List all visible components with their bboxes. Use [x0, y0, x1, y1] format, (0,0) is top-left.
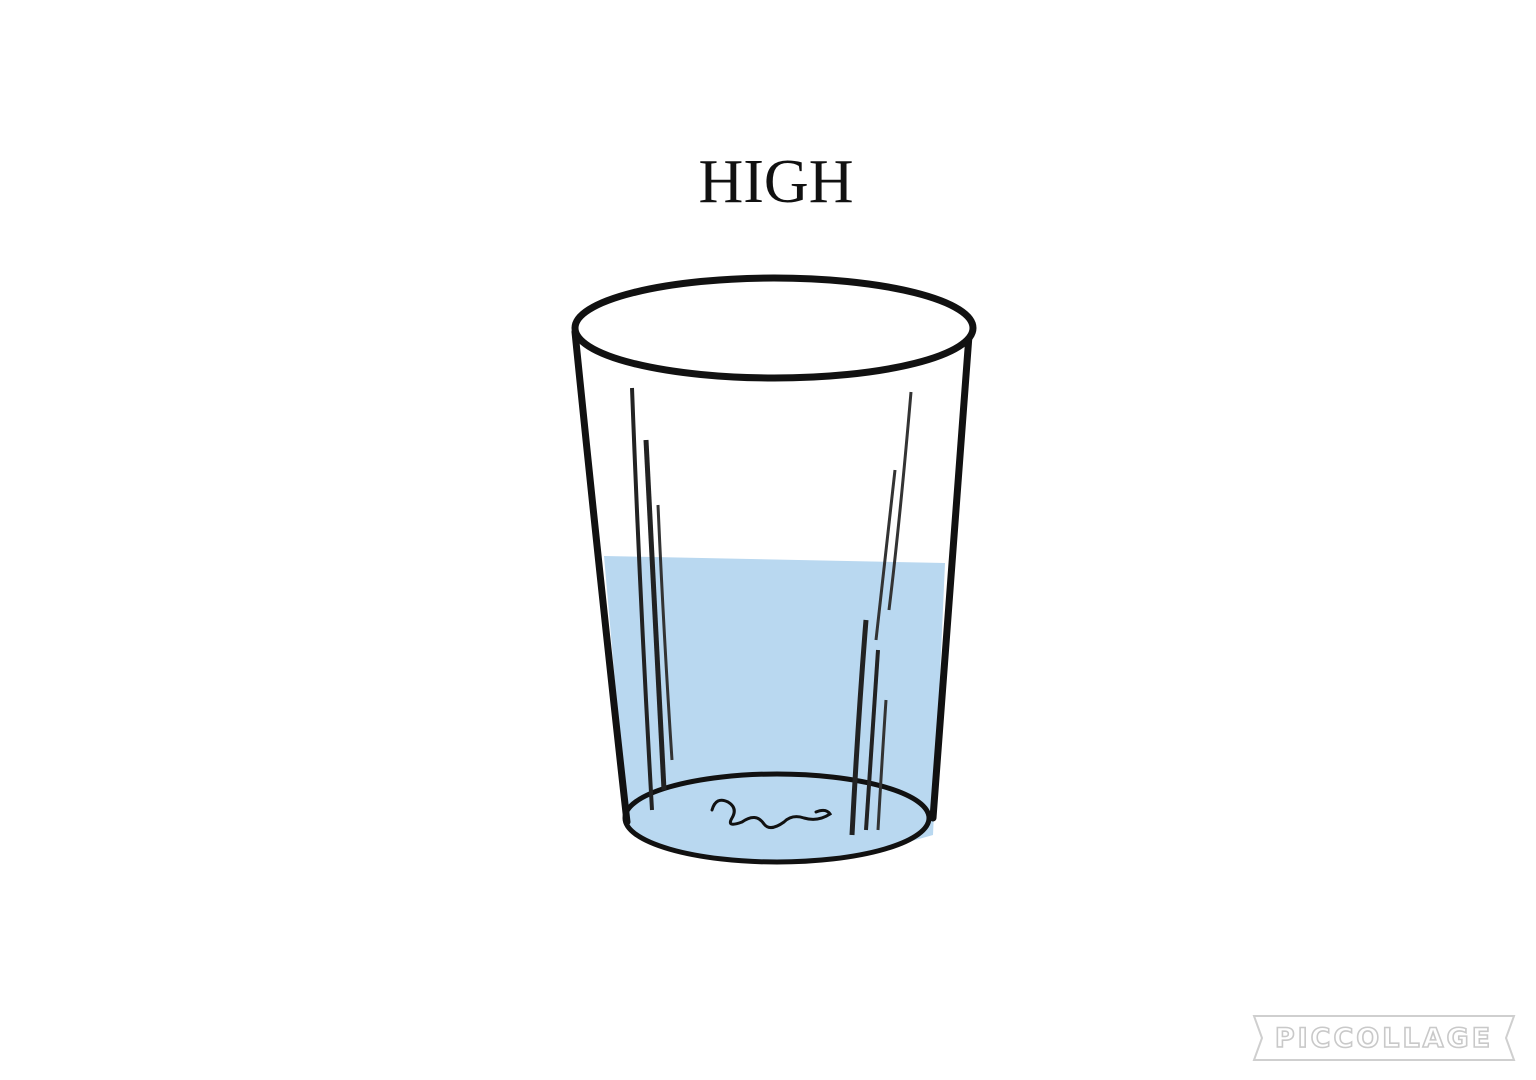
glass-rim [575, 278, 973, 378]
page-title: HIGH [698, 148, 854, 216]
piccollage-watermark [1248, 1012, 1520, 1064]
watermark-text: PICCOLLAGE [1274, 1022, 1494, 1054]
glass-bottom [625, 774, 929, 862]
